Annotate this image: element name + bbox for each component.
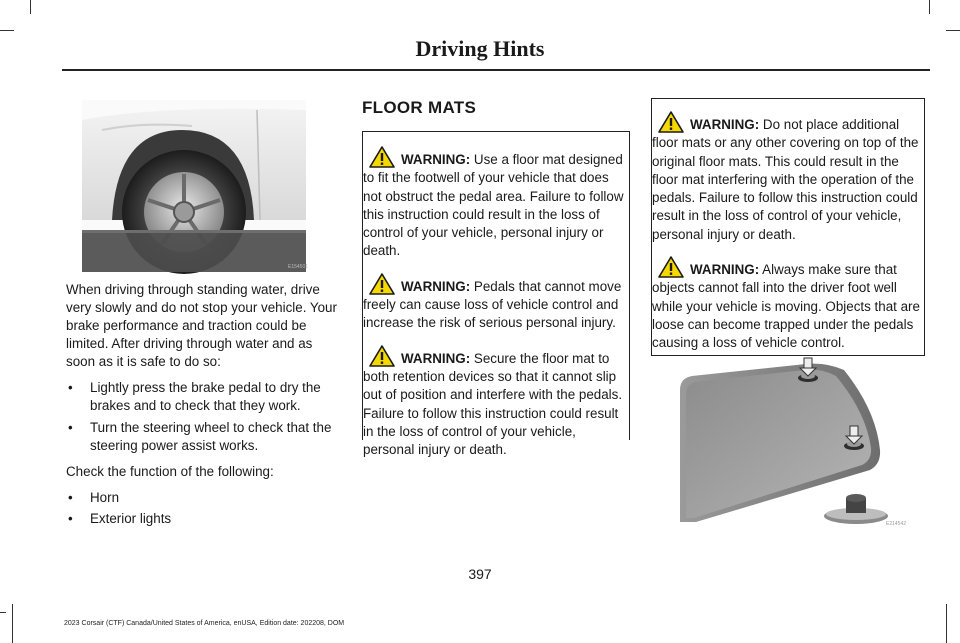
- floor-mat-retention-illustration: [676, 350, 924, 528]
- water-paragraph: When driving through standing water, drive very slowly and do not stop your vehicle. Your brake performance and traction could be limited. After driving through water and as soon as it is safe to do so:: [66, 282, 337, 369]
- footer-edition: 2023 Corsair (CTF) Canada/United States of America, enUSA, Edition date: 202208, DOM: [64, 620, 345, 627]
- crop-mark: [0, 30, 14, 31]
- crop-mark: [30, 0, 31, 14]
- warning-item: WARNING: Do not place additional floor mats or any other covering on top of the original floor mats. This could result in the floor mat interfering with the operation of the pedals. Failure to follow this instruction could result in the loss of control of your vehicle, personal injury or death.: [652, 111, 922, 244]
- warning-triangle-icon: [369, 345, 395, 367]
- image-code: E154501: [288, 264, 309, 270]
- page-title: Driving Hints: [415, 36, 545, 61]
- crop-mark: [946, 604, 947, 643]
- retention-post-icon: [824, 494, 888, 524]
- image-code: E214542: [886, 521, 907, 527]
- check-text: Check the function of the following:: [66, 464, 274, 479]
- list-item: • Turn the steering wheel to check that the steering power assist works.: [68, 420, 332, 453]
- warning-item: WARNING: Pedals that cannot move freely can cause loss of vehicle control and increase the risk of serious personal injury.: [363, 273, 627, 333]
- warning-triangle-icon: [658, 256, 684, 278]
- list-item: • Horn: [68, 490, 120, 505]
- bullet-dot: •: [68, 490, 73, 505]
- warning-item: WARNING: Secure the floor mat to both retention devices so that it cannot slip out of position and interfere with the pedals. Failure to follow this instruction could result in the loss of control of your vehicle, personal injury or death.: [363, 345, 627, 460]
- wheel-in-water-illustration: [82, 100, 309, 272]
- crop-mark: [929, 0, 930, 14]
- page-number: 397: [468, 566, 492, 582]
- warning-triangle-icon: [658, 111, 684, 133]
- bullet-dot: •: [68, 380, 73, 395]
- warning-triangle-icon: [369, 146, 395, 168]
- list-item: • Exterior lights: [68, 511, 172, 526]
- crop-mark: [12, 604, 13, 643]
- warning-box-additional: [651, 98, 925, 356]
- warning-triangle-icon: [369, 273, 395, 295]
- bullet-dot: •: [68, 420, 73, 435]
- warning-item: WARNING: Always make sure that objects cannot fall into the driver foot well while your vehicle is moving. Objects that are loose can become trapped under the pedals causing a loss of vehicle control.: [652, 256, 922, 352]
- warning-box-floor-mats: [362, 131, 630, 458]
- after-water-list: [66, 379, 338, 455]
- crop-mark: [0, 612, 6, 613]
- warning-item: WARNING: Use a floor mat designed to fit the footwell of your vehicle that does not obstruct the pedal area. Failure to follow this instruction could result in the loss of control of your vehicle, personal injury or death.: [363, 146, 627, 261]
- check-list: [66, 489, 338, 528]
- bullet-dot: •: [68, 511, 73, 526]
- left-column: [66, 281, 338, 536]
- list-item: • Lightly press the brake pedal to dry the brakes and to check that they work.: [68, 380, 321, 413]
- crop-mark: [946, 30, 960, 31]
- header-divider: [62, 69, 930, 71]
- section-heading: FLOOR MATS: [362, 98, 477, 117]
